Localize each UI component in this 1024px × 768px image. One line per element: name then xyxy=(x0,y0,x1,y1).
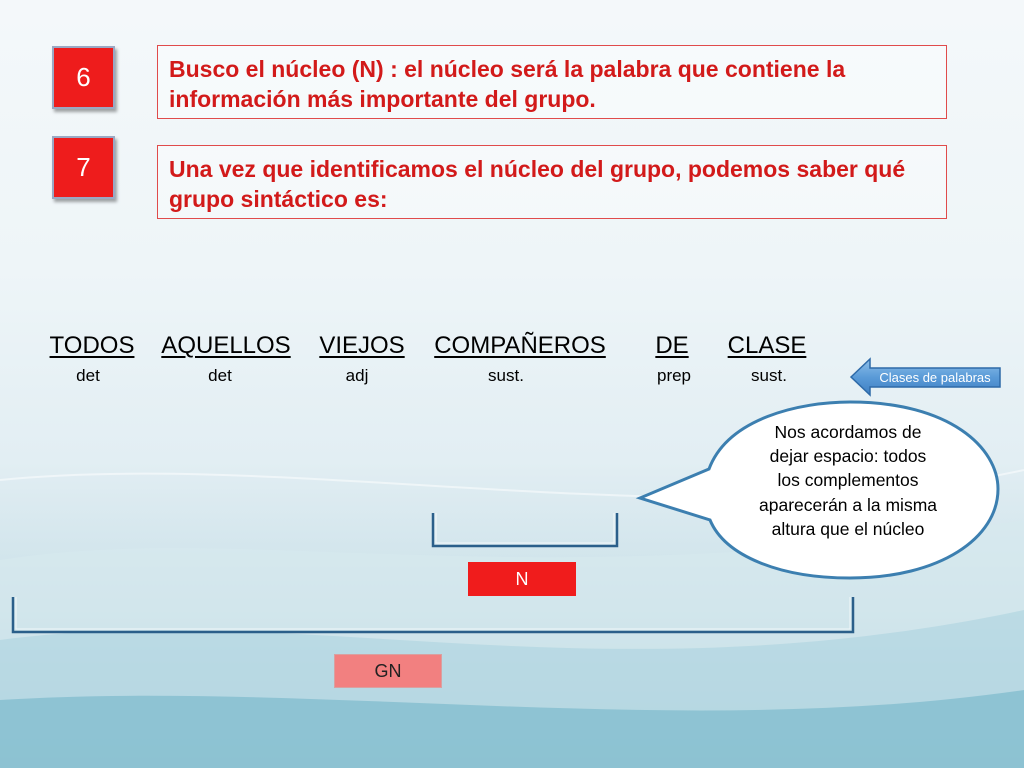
word-clase: CLASE xyxy=(727,332,807,359)
class-todos: det xyxy=(76,366,100,385)
step-instruction-7: Una vez que identificamos el núcleo del grupo, podemos saber qué grupo sintáctico es: xyxy=(157,145,947,219)
nucleus-bracket xyxy=(433,513,617,546)
class-viejos: adj xyxy=(345,366,369,385)
class-clase: sust. xyxy=(751,366,787,385)
word-viejos: VIEJOS xyxy=(319,332,405,359)
word-todos: TODOS xyxy=(49,332,135,359)
callout-text: Nos acordamos de dejar espacio: todos los complementos aparecerán a la misma altura que el núcleo xyxy=(759,422,937,539)
step-instruction-6: Busco el núcleo (N) : el núcleo será la palabra que contiene la información más importante del grupo. xyxy=(157,45,947,119)
word-aquellos: AQUELLOS xyxy=(161,332,291,359)
clases-de-palabras-button[interactable] xyxy=(850,357,1002,397)
group-bracket xyxy=(13,597,853,632)
class-de: prep xyxy=(656,366,692,385)
class-aquellos: det xyxy=(208,366,232,385)
nucleus-label: N xyxy=(468,562,576,596)
word-de: DE xyxy=(655,332,689,359)
word-companeros: COMPAÑEROS xyxy=(434,332,606,359)
class-companeros: sust. xyxy=(488,366,524,385)
step-number-7: 7 xyxy=(52,136,115,199)
clases-de-palabras-label: Clases de palabras xyxy=(879,369,991,385)
group-label: GN xyxy=(334,654,442,688)
step-number-6: 6 xyxy=(52,46,115,109)
